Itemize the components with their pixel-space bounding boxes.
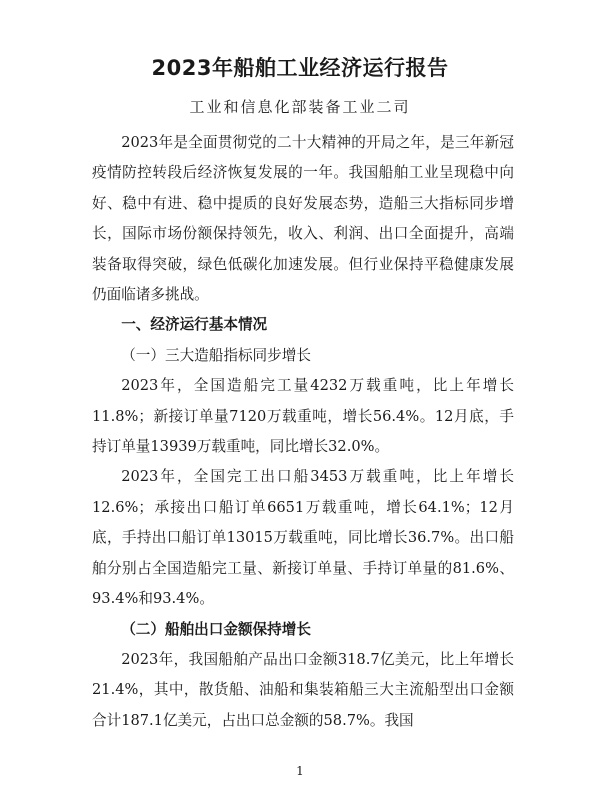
section-heading: 一、经济运行基本情况 — [121, 316, 268, 334]
document-body — [92, 128, 514, 736]
paragraph: 2023年，全国造船完工量4232万载重吨，比上年增长11.8%；新接订单量7120万载重吨，增长56.4%。12月底，手持订单量13939万载重吨，同比增长32.0%。 — [92, 377, 514, 456]
paragraph: 2023年，全国完工出口船3453万载重吨，比上年增长12.6%；承接出口船订单6651万载重吨，增长64.1%；12月底，手持出口船订单13015万载重吨，同比增长36.7%。出口船舶分别占全国造船完工量、新接订单量、手持订单量的81.6%、93.4%和93.4%。 — [92, 468, 514, 608]
subsection-heading: （二）船舶出口金额保持增长 — [121, 620, 311, 638]
document-subtitle: 工业和信息化部装备工业二司 — [189, 98, 411, 116]
intro-paragraph: 2023年是全面贯彻党的二十大精神的开局之年，是三年新冠疫情防控转段后经济恢复发展的一年。我国船舶工业呈现稳中向好、稳中有进、稳中提质的良好发展态势，造船三大指标同步增长，国际市场份额保持领先，收入、利润、出口全面提升，高端装备取得突破，绿色低碳化加速发展。但行业保持平稳健康发展仍面临诸多挑战。 — [92, 134, 514, 304]
page-number: 1 — [296, 764, 304, 778]
paragraph: 2023年，我国船舶产品出口金额318.7亿美元，比上年增长21.4%，其中，散货船、油船和集装箱船三大主流船型出口金额合计187.1亿美元，占出口总金额的58.7%。我国 — [92, 650, 514, 729]
document-title: 2023年船舶工业经济运行报告 — [151, 56, 449, 80]
subsection-heading: （一）三大造船指标同步增长 — [121, 346, 311, 364]
